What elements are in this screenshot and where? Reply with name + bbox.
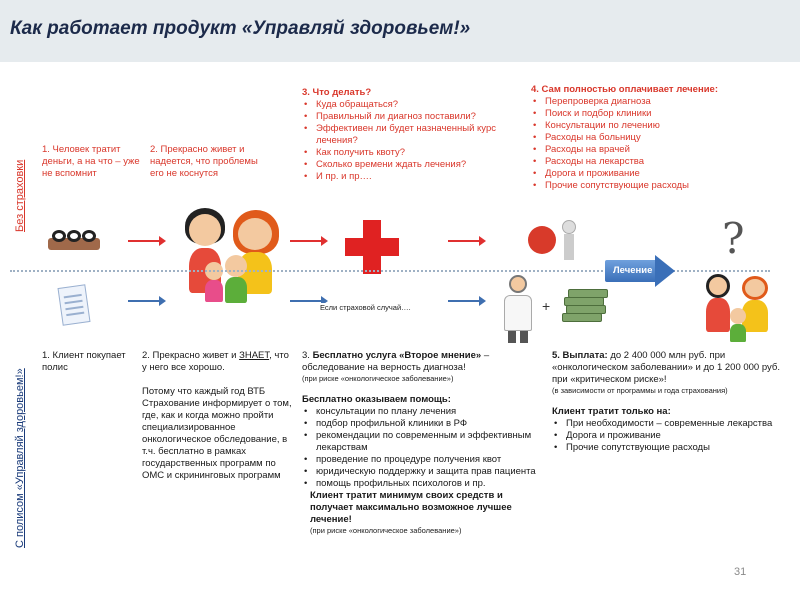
top-step4-item: • Консультации по лечению [531,120,771,132]
question-mark-icon: ? [722,214,745,263]
top-step3-item: • Куда обращаться? [302,99,512,111]
top-step3-item: • Сколько времени ждать лечения? [302,159,512,171]
bottom-step3-number: 3. [302,350,313,361]
top-step4-item: • Прочие сопутствующие расходы [531,180,771,192]
arrow-right-icon [290,300,326,302]
doctor-icon [500,275,536,345]
top-step4-item: • Перепроверка диагноза [531,96,771,108]
top-step4-item: • Расходы на лекарства [531,156,771,168]
plus-sign: + [542,298,551,314]
treatment-label: Лечение [613,265,653,276]
arrow-right-icon [290,240,326,242]
arrow-right-icon [128,300,164,302]
bottom-step5-block [552,350,782,454]
top-step4-item: • Расходы на врачей [531,144,771,156]
bottom-step3-line [302,350,540,374]
bottom-step3-service: Бесплатно услуга «Второе мнение» [312,350,482,361]
bottom-step1-text: 1. Клиент покупает полис [42,350,126,373]
bottom-step3-block [302,350,540,536]
policy-document-icon [57,284,90,326]
bottom-step3-item: • консультации по плану лечения [302,406,540,418]
bottom-step3-item: • юридическую поддержку и защита прав пациента [302,466,540,478]
bottom-step3-item: • проведение по процедуре получения квот [302,454,540,466]
bottom-step3-item: • рекомендации по современным и эффективным лекарствам [302,430,540,454]
bottom-step5-spend-title: Клиент тратит только на: [552,406,671,417]
bottom-step5-item: • Дорога и проживание [552,430,782,442]
top-step3-title: 3. Что делать? [302,87,372,98]
top-step4-title: 4. Сам полностью оплачивает лечение: [531,84,718,95]
sushi-icon [48,226,100,252]
bottom-step3-help-title: Бесплатно оказываем помощь: [302,394,451,405]
top-step4-item: • Поиск и подбор клиники [531,108,771,120]
bottom-step2-text: 2. Прекрасно живет и [142,350,240,361]
top-step2-text: 2. Прекрасно живет и надеется, что проблемы его не коснутся [150,144,258,179]
arrow-right-icon [128,240,164,242]
family-illustration [175,200,285,305]
bottom-step5-text: до 2 400 000 млн руб. при «онкологическом заболевании» и до 1 200 000 руб. при «критическом риске»! [552,350,780,385]
top-step3-item: • Как получить квоту? [302,147,512,159]
arrow-right-icon [448,300,484,302]
side-label-with-policy: С полисом «Управляй здоровьем!» [14,368,26,548]
bottom-step3-note: (при риске «онкологическое заболевание») [302,374,454,383]
bottom-step2-block [142,350,292,482]
page-title: Как работает продукт «Управляй здоровьем!» [10,18,471,39]
medical-cross-icon [345,220,399,274]
top-step4-block [531,84,771,192]
bottom-step5-title: 5. Выплата: [552,350,608,361]
bottom-step3-item: • помощь профильных психологов и пр. [302,478,540,490]
bottom-step5-note: (в зависимости от программы и года страхования) [552,386,728,395]
top-step3-item: • Правильный ли диагноз поставили? [302,111,512,123]
bottom-step3-note: (при риске «онкологическое заболевание») [310,526,462,535]
bottom-step2-explanation: Потому что каждый год ВТБ Страхование информирует о том, где, как и когда можно пройти специализированное онкологическое обследование, в т.ч. бесплатно в рамках государственных программ по ОМС и скрининговых программ [142,386,292,481]
bottom-step2-knows: ЗНАЕТ [239,350,270,361]
top-step3-item: • И пр. и пр…. [302,171,512,183]
bottom-step2-text: , что у него все хорошо. [142,350,289,373]
top-step3-item: • Эффективен ли будет назначенный курс лечения? [302,123,512,147]
arrow-right-icon [448,240,484,242]
top-step3-block [302,87,512,183]
money-stack-icon [562,285,612,325]
top-step1-text: 1. Человек тратит деньги, а на что – уже не вспомнит [42,144,140,179]
bottom-step2-line [142,350,292,374]
family-illustration [700,268,780,343]
top-step4-item: • Расходы на больницу [531,132,771,144]
header-bar [0,0,800,62]
bottom-step3-item: • подбор профильной клиники в РФ [302,418,540,430]
treatment-arrow [605,258,675,284]
insured-case-label: Если страховой случай…. [320,303,411,312]
bottom-step5-payout [552,350,782,386]
bottom-step5-item: • Прочие сопутствующие расходы [552,442,782,454]
injured-person-icon [528,218,588,263]
bottom-step3-closing: Клиент тратит минимум своих средств и получает максимально возможное лучшее лечение! [310,490,512,525]
side-label-no-insurance: Без страховки [14,159,26,232]
bottom-step5-item: • При необходимости – современные лекарства [552,418,782,430]
page-number: 31 [734,566,747,578]
top-step4-item: • Дорога и проживание [531,168,771,180]
bottom-step3-text: – обследование на верность диагноза! [302,350,490,373]
